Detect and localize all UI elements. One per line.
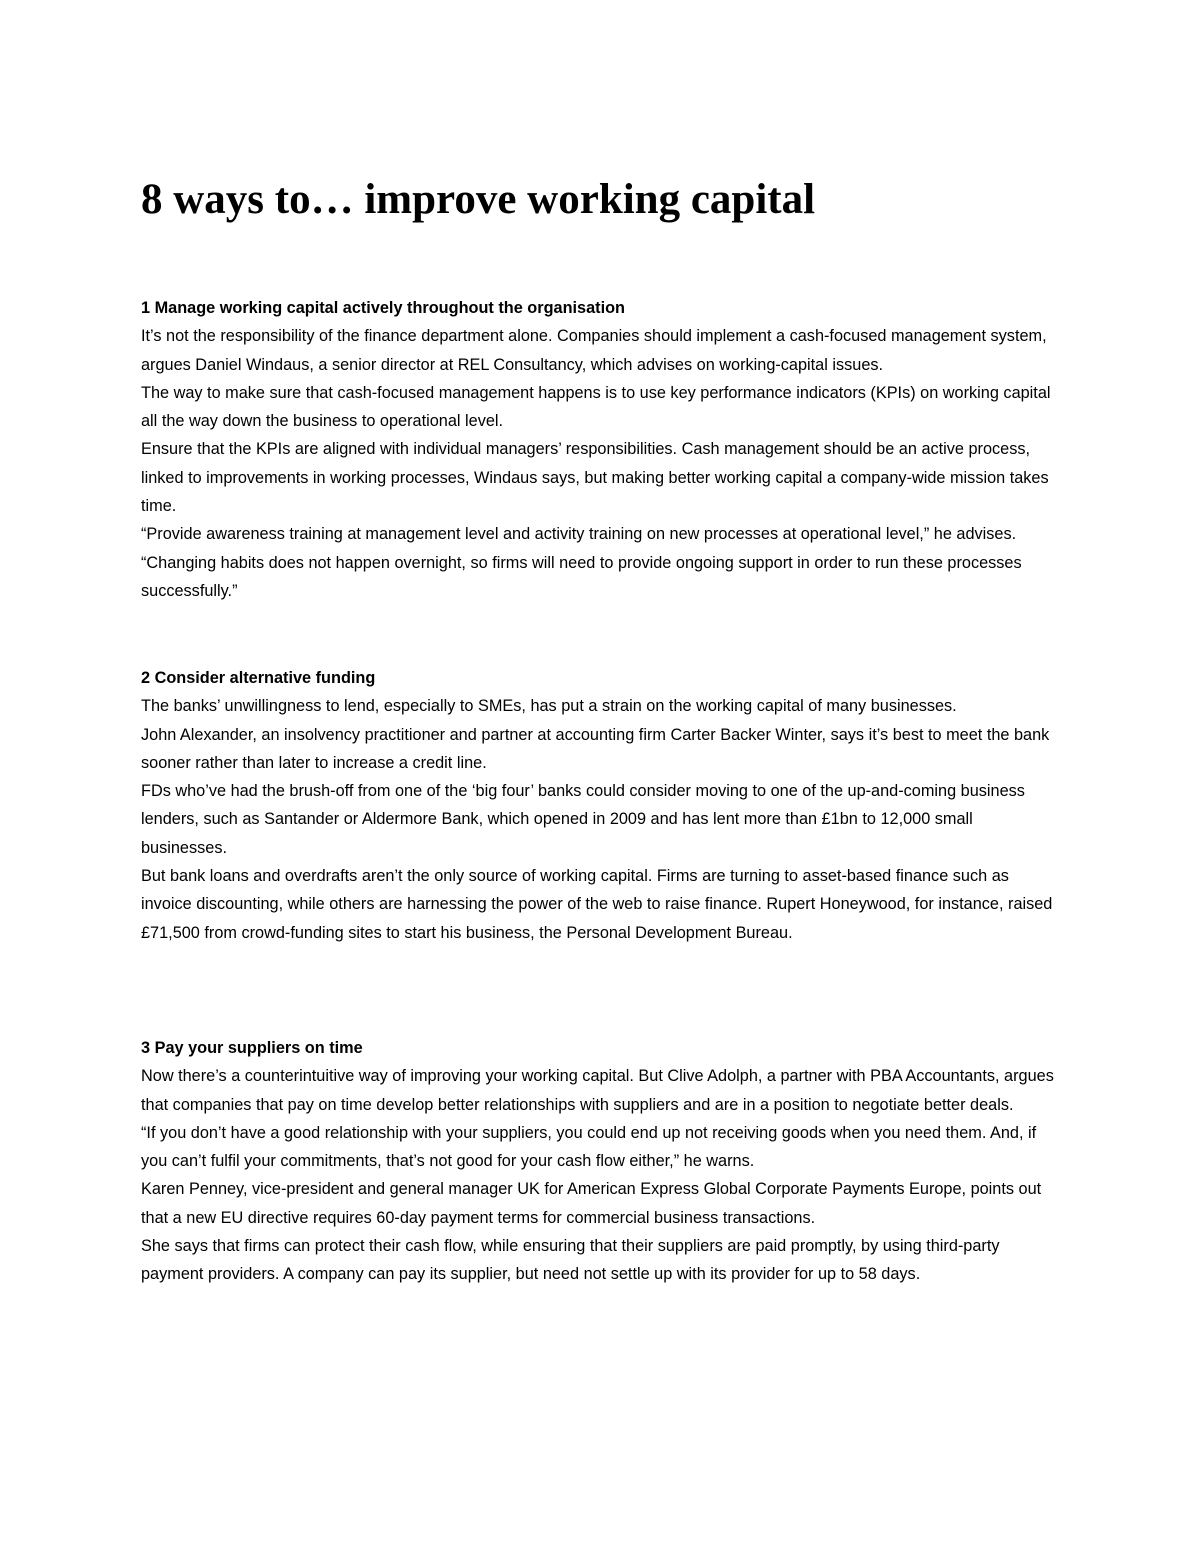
section-heading: 3 Pay your suppliers on time bbox=[141, 1039, 363, 1057]
section-pay-suppliers-on-time bbox=[141, 1034, 1061, 1289]
section-manage-working-capital bbox=[141, 294, 1061, 605]
paragraph: Now there’s a counterintuitive way of improving your working capital. But Clive Adolph, a partner with PBA Accountants, argues that companies that pay on time develop better relationships with suppliers and are in a position to negotiate better deals. bbox=[141, 1067, 1054, 1114]
paragraph: But bank loans and overdrafts aren’t the only source of working capital. Firms are turning to asset-based finance such as invoice discounting, while others are harnessing the power of the web to raise finance. Rupert Honeywood, for instance, raised £71,500 from crowd-funding sites to start his business, the Personal Development Bureau. bbox=[141, 867, 1053, 942]
section-heading: 1 Manage working capital actively throughout the organisation bbox=[141, 299, 625, 317]
paragraph: The way to make sure that cash-focused management happens is to use key performance indicators (KPIs) on working capital all the way down the business to operational level. bbox=[141, 383, 1051, 431]
paragraph: Ensure that the KPIs are aligned with individual managers’ responsibilities. Cash management should be an active process, linked to improvements in working processes, Windaus says, but making better working capital a company-wide mission takes time. bbox=[141, 440, 1049, 516]
document-title: 8 ways to… improve working capital bbox=[141, 176, 816, 223]
paragraph: FDs who’ve had the brush-off from one of the ‘big four’ banks could consider moving to one of the up-and-coming business lenders, such as Santander or Aldermore Bank, which opened in 2009 and has lent more than £1bn to 12,000 small businesses. bbox=[141, 782, 1025, 857]
paragraph: The banks’ unwillingness to lend, especially to SMEs, has put a strain on the working capital of many businesses. bbox=[141, 697, 957, 716]
paragraph: John Alexander, an insolvency practitioner and partner at accounting firm Carter Backer Winter, says it’s best to meet the bank sooner rather than later to increase a credit line. bbox=[141, 725, 1050, 772]
paragraph: Karen Penney, vice-president and general manager UK for American Express Global Corporate Payments Europe, points out that a new EU directive requires 60-day payment terms for commercial business transactions. bbox=[141, 1180, 1042, 1227]
paragraph: “If you don’t have a good relationship with your suppliers, you could end up not receiving goods when you need them. And, if you can’t fulfil your commitments, that’s not good for your cash flow either,” he warns. bbox=[141, 1123, 1037, 1171]
paragraph: She says that firms can protect their cash flow, while ensuring that their suppliers are paid promptly, by using third-party payment providers. A company can pay its supplier, but need not settle up with its provider for up to 58 days. bbox=[141, 1237, 1000, 1284]
section-alternative-funding bbox=[141, 664, 1061, 947]
paragraph: It’s not the responsibility of the finance department alone. Companies should implement a cash-focused management system, argues Daniel Windaus, a senior director at REL Consultancy, which advises on working-capital issues. bbox=[141, 327, 1047, 374]
section-heading: 2 Consider alternative funding bbox=[141, 669, 376, 687]
document-page bbox=[141, 0, 1061, 1553]
paragraph: “Provide awareness training at management level and activity training on new processes at operational level,” he advises. “Changing habits does not happen overnight, so firms will need to provide ongoing support in order to run these processes successfully.” bbox=[141, 525, 1022, 600]
